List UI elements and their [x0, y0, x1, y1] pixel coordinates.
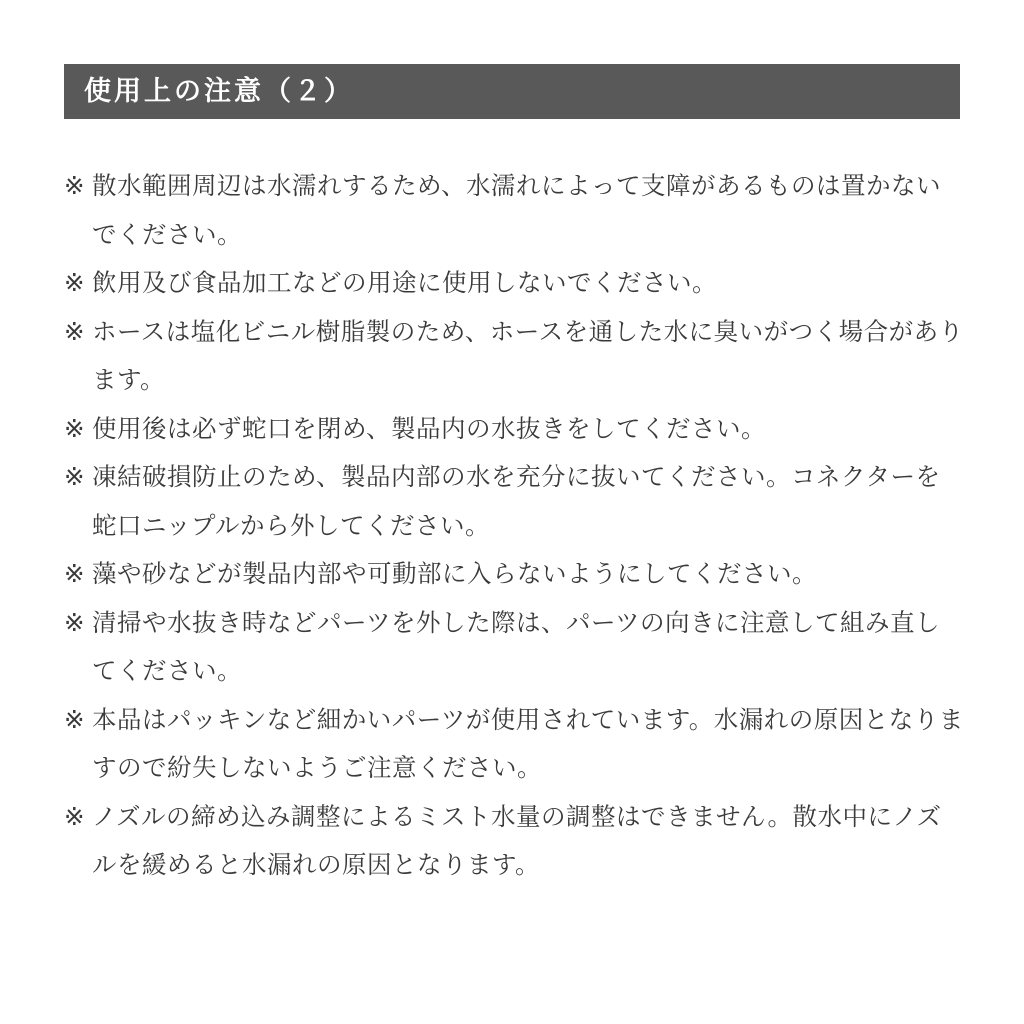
caution-text: 本品はパッキンなど細かいパーツが使用されています。水漏れの原因となりますので紛失しないようご注意ください。 — [92, 704, 964, 782]
caution-item — [64, 308, 964, 405]
reference-mark-icon: ※ — [64, 607, 86, 637]
caution-text: 清掃や水抜き時などパーツを外した際は、パーツの向きに注意して組み直してください。 — [92, 607, 941, 685]
reference-mark-icon: ※ — [64, 462, 86, 491]
caution-text: 藻や砂などが製品内部や可動部に入らないようにしてください。 — [92, 559, 817, 588]
caution-item — [64, 259, 964, 308]
caution-text: ノズルの締め込み調整によるミスト水量の調整はできません。散水中にノズルを緩めると水漏れの原因となります。 — [92, 801, 942, 879]
reference-mark-icon: ※ — [64, 413, 86, 443]
caution-item — [64, 453, 964, 550]
reference-mark-icon: ※ — [64, 559, 86, 588]
caution-text: 散水範囲周辺は水濡れするため、水濡れによって支障があるものは置かないでください。 — [92, 171, 942, 249]
section-header — [64, 64, 960, 119]
caution-item — [64, 599, 964, 696]
caution-text: 使用後は必ず蛇口を閉め、製品内の水抜きをしてください。 — [92, 413, 767, 443]
caution-item — [64, 405, 964, 454]
caution-item — [64, 696, 964, 793]
caution-text: 飲用及び食品加工などの用途に使用しないでください。 — [92, 268, 717, 297]
caution-item — [64, 550, 964, 599]
caution-text: 凍結破損防止のため、製品内部の水を充分に抜いてください。コネクターを蛇口ニップルから外してください。 — [92, 462, 941, 540]
reference-mark-icon: ※ — [64, 801, 86, 831]
caution-list — [64, 162, 964, 890]
reference-mark-icon: ※ — [64, 171, 86, 200]
reference-mark-icon: ※ — [64, 268, 86, 297]
caution-text: ホースは塩化ビニル樹脂製のため、ホースを通した水に臭いがつく場合があります。 — [92, 316, 964, 394]
reference-mark-icon: ※ — [64, 704, 86, 734]
section-title: 使用上の注意（２） — [84, 76, 354, 107]
caution-item — [64, 793, 964, 890]
caution-item — [64, 162, 964, 259]
reference-mark-icon: ※ — [64, 316, 86, 346]
